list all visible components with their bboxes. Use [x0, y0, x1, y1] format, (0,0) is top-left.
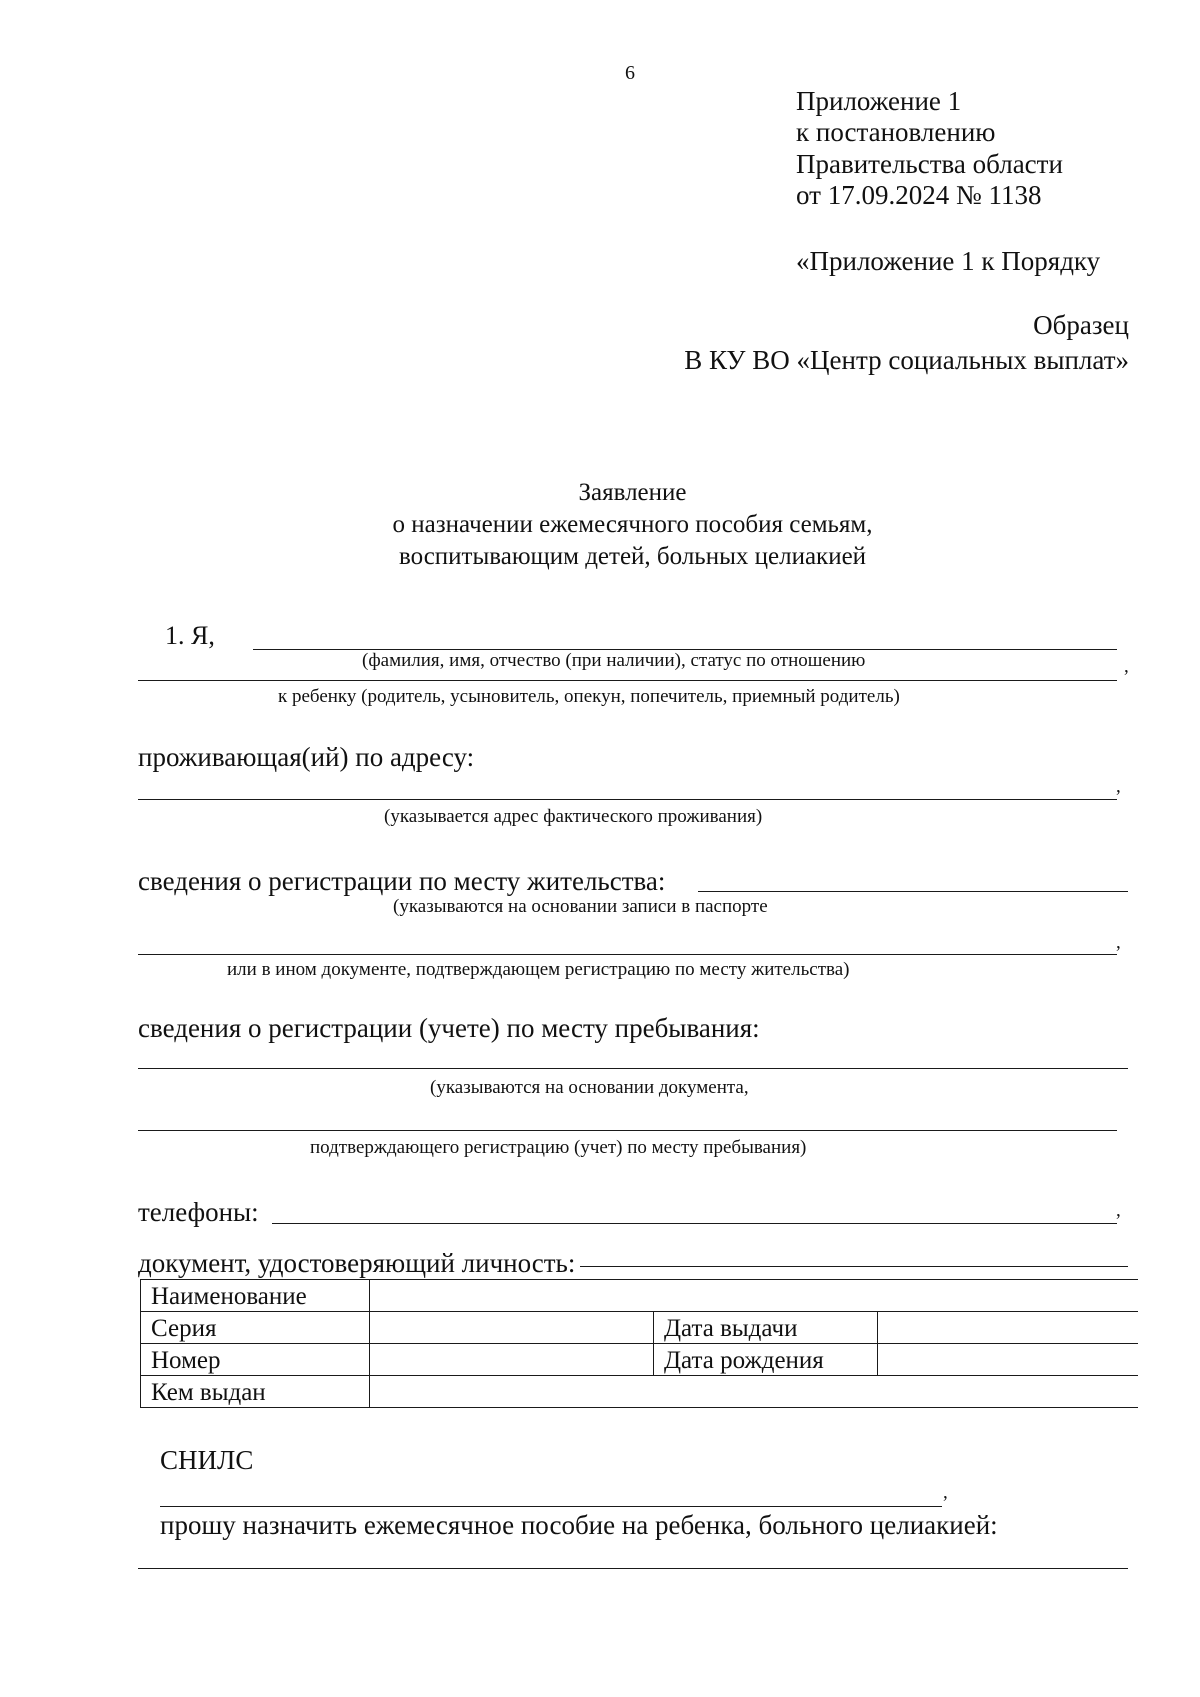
- id-birth-date-label: Дата рождения: [654, 1344, 878, 1376]
- id-number-label: Номер: [141, 1344, 370, 1376]
- applicant-status-field[interactable]: [138, 680, 1117, 681]
- stay-hint-1: (указываются на основании документа,: [430, 1077, 749, 1098]
- id-issue-date-label: Дата выдачи: [654, 1312, 878, 1344]
- id-series-value[interactable]: [370, 1312, 654, 1344]
- address-hint: (указывается адрес фактического проживания): [384, 806, 763, 827]
- phones-label: телефоны:: [138, 1197, 259, 1227]
- document-subtitle-2: воспитывающим детей, больных целиакией: [398, 543, 867, 570]
- applicant-lead: 1. Я,: [165, 621, 215, 650]
- id-birth-date-value[interactable]: [878, 1344, 1139, 1376]
- appendix-reference: «Приложение 1 к Порядку: [796, 246, 1101, 276]
- id-number-value[interactable]: [370, 1344, 654, 1376]
- registration-field-1[interactable]: [698, 891, 1128, 892]
- page-number: 6: [625, 62, 635, 84]
- id-document-label: документ, удостоверяющий личность:: [138, 1248, 576, 1278]
- snils-field[interactable]: [160, 1506, 942, 1507]
- registration-field-2[interactable]: [138, 954, 1117, 955]
- registration-label: сведения о регистрации по месту жительства:: [138, 866, 666, 896]
- id-row-name: [141, 1280, 1139, 1312]
- header-line-3: Правительства области: [796, 149, 1063, 179]
- id-issued-by-label: Кем выдан: [141, 1376, 370, 1408]
- request-field[interactable]: [138, 1568, 1128, 1569]
- id-name-label: Наименование: [141, 1280, 370, 1312]
- applicant-comma: ,: [1124, 656, 1129, 677]
- snils-comma: ,: [943, 1482, 948, 1503]
- registration-hint-1: (указываются на основании записи в паспорте: [393, 896, 768, 917]
- document-title: Заявление: [578, 479, 687, 506]
- registration-hint-2: или в ином документе, подтверждающем регистрацию по месту жительства): [227, 959, 850, 980]
- id-name-value[interactable]: [370, 1280, 1139, 1312]
- header-line-4: от 17.09.2024 № 1138: [796, 180, 1042, 210]
- phones-comma: ,: [1116, 1200, 1121, 1221]
- address-field[interactable]: [138, 799, 1117, 800]
- request-text: прошу назначить ежемесячное пособие на ребенка, больного целиакией:: [160, 1510, 998, 1540]
- id-series-label: Серия: [141, 1312, 370, 1344]
- document-subtitle-1: о назначении ежемесячного пособия семьям,: [392, 511, 873, 538]
- id-issued-by-value[interactable]: [370, 1376, 1139, 1408]
- id-row-issued-by: [141, 1376, 1139, 1408]
- id-document-label-line: [580, 1266, 1128, 1267]
- snils-label: СНИЛС: [160, 1445, 254, 1475]
- phones-field[interactable]: [272, 1223, 1117, 1224]
- id-document-table: [140, 1279, 1138, 1408]
- address-label: проживающая(ий) по адресу:: [138, 742, 475, 772]
- id-issue-date-value[interactable]: [878, 1312, 1139, 1344]
- stay-field-1[interactable]: [138, 1068, 1128, 1069]
- id-row-series: [141, 1312, 1139, 1344]
- header-line-1: Приложение 1: [796, 86, 962, 116]
- stay-hint-2: подтверждающего регистрацию (учет) по месту пребывания): [310, 1137, 807, 1158]
- address-comma: ,: [1116, 776, 1121, 797]
- applicant-name-hint: (фамилия, имя, отчество (при наличии), статус по отношению: [362, 650, 866, 671]
- registration-comma: ,: [1116, 932, 1121, 953]
- stay-label: сведения о регистрации (учете) по месту пребывания:: [138, 1013, 760, 1043]
- stay-field-2[interactable]: [138, 1130, 1117, 1131]
- sample-label: Образец: [1033, 310, 1129, 340]
- header-line-2: к постановлению: [796, 117, 996, 147]
- id-row-number: [141, 1344, 1139, 1376]
- recipient: В КУ ВО «Центр социальных выплат»: [684, 345, 1129, 375]
- applicant-status-hint: к ребенку (родитель, усыновитель, опекун, попечитель, приемный родитель): [278, 686, 900, 707]
